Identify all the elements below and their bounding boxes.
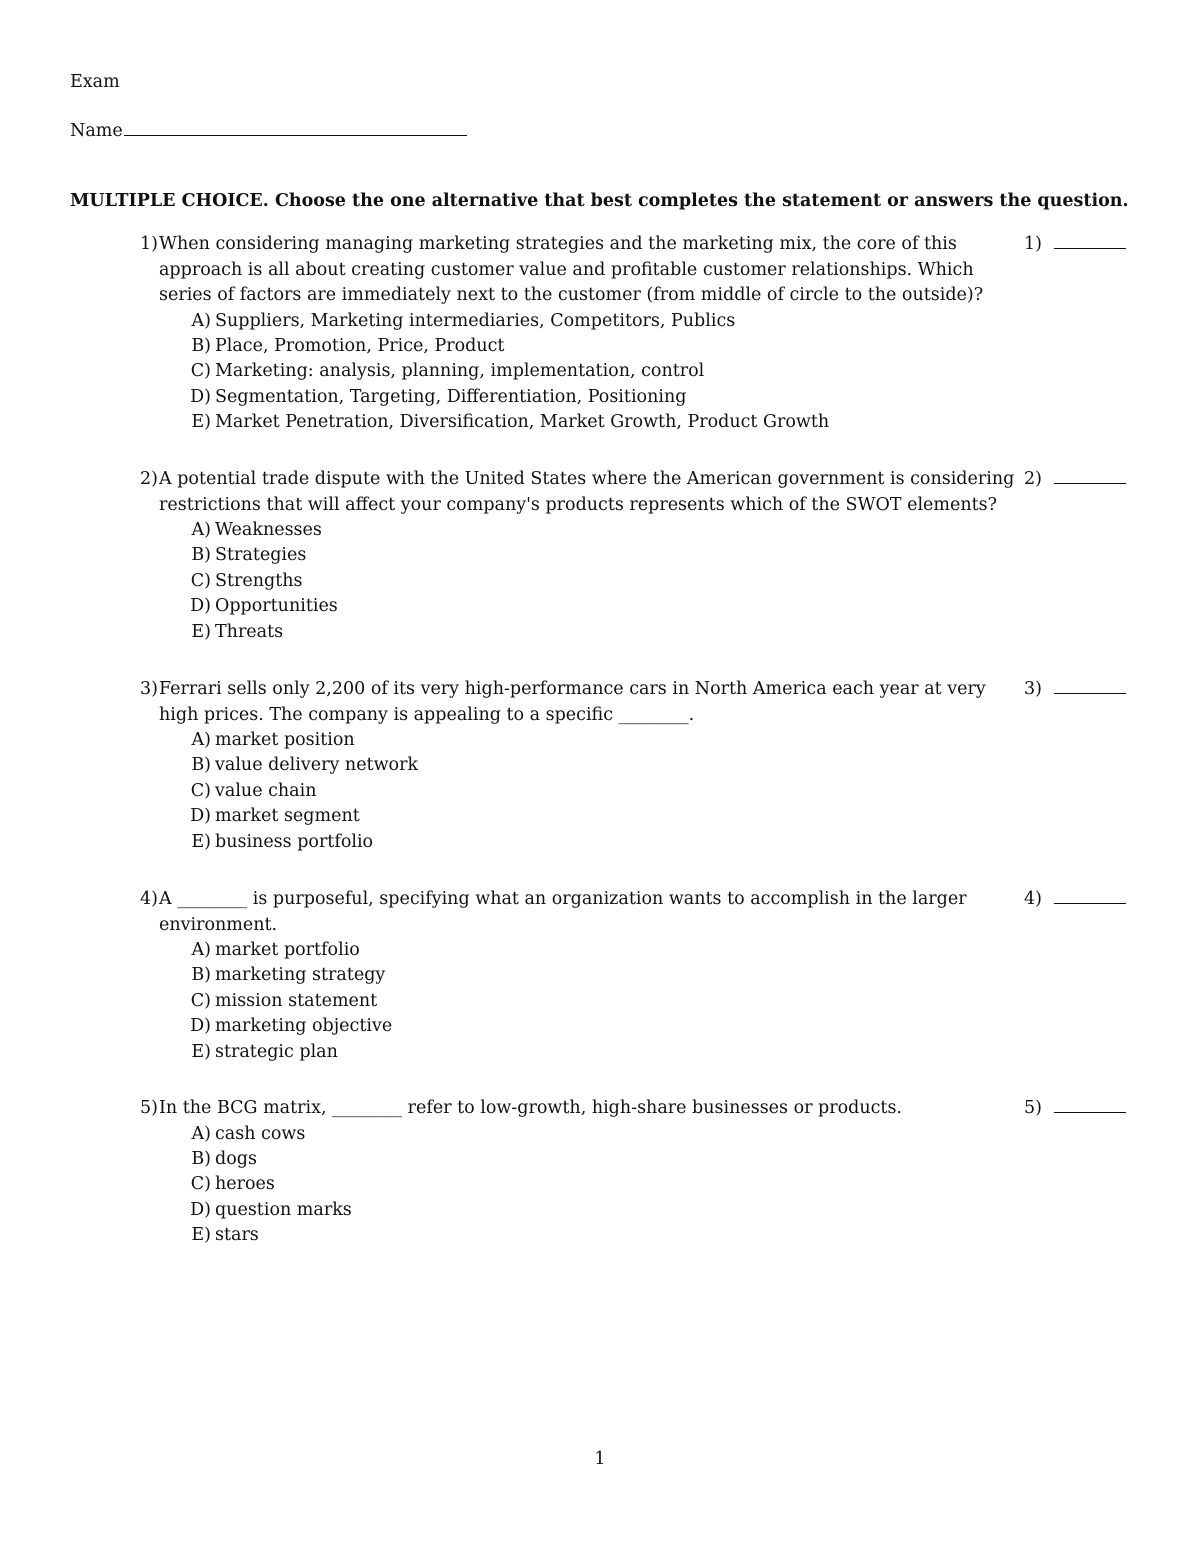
- choice-letter: A): [191, 730, 211, 750]
- choice-text: business portfolio: [215, 831, 374, 852]
- choice-text: market portfolio: [215, 940, 360, 960]
- choice-option[interactable]: [182, 1122, 1013, 1147]
- choice-option[interactable]: [182, 1147, 1013, 1172]
- choice-text: Opportunities: [215, 596, 338, 617]
- answer-blank[interactable]: [1054, 232, 1126, 249]
- choice-text: value chain: [215, 780, 317, 801]
- choice-option[interactable]: [182, 385, 1013, 410]
- question-stem-line: restrictions that will affect your company's products represents which of the SWOT elements?: [159, 494, 998, 515]
- choice-letter: D): [190, 806, 211, 827]
- instructions: MULTIPLE CHOICE. Choose the one alternative that best completes the statement or answers the question.: [70, 191, 1129, 211]
- choice-option[interactable]: [182, 543, 1013, 568]
- answer-blank[interactable]: [1054, 677, 1126, 694]
- question-number: 1): [140, 234, 158, 254]
- question-stem-line: A ________ is purposeful, specifying what an organization wants to accomplish in the larger: [159, 889, 967, 909]
- question-stem: [159, 467, 1014, 518]
- choice-option[interactable]: [182, 938, 1013, 963]
- question-stem: [159, 1096, 1013, 1122]
- choice-option[interactable]: [182, 804, 1013, 829]
- question-number: 3): [140, 679, 158, 699]
- choice-option[interactable]: [182, 594, 1013, 619]
- question-number: 5): [140, 1098, 158, 1118]
- question-stem-line: Ferrari sells only 2,200 of its very high-performance cars in North America each year at very: [159, 679, 986, 699]
- choice-option[interactable]: [182, 569, 1013, 594]
- choice-option[interactable]: [182, 753, 1013, 778]
- choice-text: Market Penetration, Diversification, Market Growth, Product Growth: [215, 412, 830, 433]
- choice-text: Place, Promotion, Price, Product: [215, 335, 505, 356]
- choice-letter: E): [191, 831, 211, 852]
- choice-option[interactable]: [182, 830, 1013, 855]
- choice-option[interactable]: [182, 518, 1013, 543]
- choice-letter: D): [190, 1199, 211, 1220]
- choice-text: question marks: [215, 1199, 352, 1220]
- choice-text: Weaknesses: [215, 520, 322, 540]
- choice-option[interactable]: [182, 334, 1013, 359]
- choice-option[interactable]: [182, 620, 1013, 645]
- answer-label: 4): [1024, 889, 1042, 909]
- answer-label: 5): [1024, 1098, 1042, 1118]
- question-number: 2): [140, 469, 158, 489]
- answer-blank[interactable]: [1054, 467, 1126, 484]
- question-stem: [159, 232, 1013, 309]
- choice-option[interactable]: [182, 1014, 1013, 1039]
- answer-blank[interactable]: [1054, 1096, 1126, 1113]
- choice-text: Threats: [215, 621, 284, 642]
- choice-text: cash cows: [215, 1123, 306, 1144]
- name-row: [70, 117, 467, 145]
- choice-text: heroes: [215, 1174, 275, 1195]
- choice-letter: A): [191, 940, 211, 960]
- answer-label: 3): [1024, 679, 1042, 699]
- choice-letter: A): [191, 310, 211, 331]
- choice-text: marketing objective: [215, 1016, 393, 1037]
- choice-text: marketing strategy: [215, 965, 386, 986]
- exam-title: Exam: [70, 72, 120, 92]
- answer-blank[interactable]: [1054, 887, 1126, 904]
- answer-box: [1024, 1096, 1126, 1122]
- question-stem-line: environment.: [159, 914, 278, 935]
- choice-option[interactable]: [182, 989, 1013, 1014]
- choice-text: strategic plan: [215, 1041, 338, 1062]
- page-number: 1: [594, 1449, 606, 1469]
- answer-box: [1024, 467, 1126, 493]
- name-label: Name: [70, 121, 123, 141]
- answer-label: 2): [1024, 469, 1042, 489]
- question-stem: [159, 887, 1013, 938]
- choice-letter: E): [191, 1041, 211, 1062]
- choice-letter: B): [191, 335, 211, 356]
- choice-text: market segment: [215, 806, 360, 827]
- choice-option[interactable]: [182, 1223, 1013, 1248]
- choice-letter: C): [190, 361, 211, 382]
- answer-box: [1024, 232, 1126, 258]
- choice-letter: C): [190, 780, 211, 801]
- choice-text: mission statement: [215, 990, 378, 1011]
- name-field[interactable]: [124, 117, 467, 136]
- question-1: [133, 232, 1013, 435]
- choice-letter: C): [190, 570, 211, 591]
- choice-letter: E): [191, 621, 211, 642]
- question-stem-line: A potential trade dispute with the United States where the American government is considering: [159, 469, 1015, 489]
- choice-text: Strengths: [215, 570, 303, 591]
- choice-text: value delivery network: [215, 755, 419, 776]
- choice-letter: D): [190, 386, 211, 407]
- choice-list: [182, 518, 1013, 645]
- answer-label: 1): [1024, 234, 1042, 254]
- choice-text: dogs: [215, 1148, 257, 1169]
- choice-text: Marketing: analysis, planning, implementation, control: [215, 361, 705, 382]
- choice-letter: D): [190, 596, 211, 617]
- choice-list: [182, 1122, 1013, 1249]
- choice-letter: B): [191, 1148, 211, 1169]
- choice-option[interactable]: [182, 779, 1013, 804]
- choice-text: Segmentation, Targeting, Differentiation, Positioning: [215, 386, 687, 407]
- choice-letter: A): [191, 1123, 211, 1144]
- answer-box: [1024, 677, 1126, 703]
- question-5: [133, 1096, 1013, 1248]
- choice-option[interactable]: [182, 1040, 1013, 1065]
- choice-text: stars: [215, 1225, 259, 1246]
- question-3: [133, 677, 1013, 855]
- question-number: 4): [140, 889, 158, 909]
- choice-letter: C): [190, 990, 211, 1011]
- choice-letter: D): [190, 1016, 211, 1037]
- choice-option[interactable]: [182, 359, 1013, 384]
- choice-letter: E): [191, 1225, 211, 1246]
- choice-option[interactable]: [182, 1172, 1013, 1197]
- choice-letter: C): [190, 1174, 211, 1195]
- choice-letter: E): [191, 412, 211, 433]
- question-4: [133, 887, 1013, 1065]
- choice-option[interactable]: [182, 1198, 1013, 1223]
- choice-option[interactable]: [182, 410, 1013, 435]
- question-2: [133, 467, 1013, 645]
- choice-text: market position: [215, 730, 355, 750]
- choice-option[interactable]: [182, 963, 1013, 988]
- choice-option[interactable]: [182, 309, 1013, 334]
- choice-list: [182, 938, 1013, 1065]
- question-stem: [159, 677, 1013, 728]
- question-stem-line: In the BCG matrix, ________ refer to low-growth, high-share businesses or products.: [159, 1098, 902, 1118]
- choice-letter: B): [191, 755, 211, 776]
- choice-text: Suppliers, Marketing intermediaries, Competitors, Publics: [215, 310, 736, 331]
- question-stem-line: high prices. The company is appealing to a specific ________.: [159, 704, 695, 725]
- question-stem-line: When considering managing marketing strategies and the marketing mix, the core of this: [159, 234, 957, 254]
- choice-list: [182, 728, 1013, 855]
- choice-letter: B): [191, 545, 211, 566]
- choice-option[interactable]: [182, 728, 1013, 753]
- answer-box: [1024, 887, 1126, 913]
- choice-list: [182, 309, 1013, 436]
- choice-text: Strategies: [215, 545, 307, 566]
- choice-letter: A): [191, 520, 211, 540]
- question-stem-line: approach is all about creating customer value and profitable customer relationships. Which: [159, 259, 974, 280]
- question-stem-line: series of factors are immediately next to the customer (from middle of circle to the outside)?: [159, 285, 984, 305]
- choice-letter: B): [191, 965, 211, 986]
